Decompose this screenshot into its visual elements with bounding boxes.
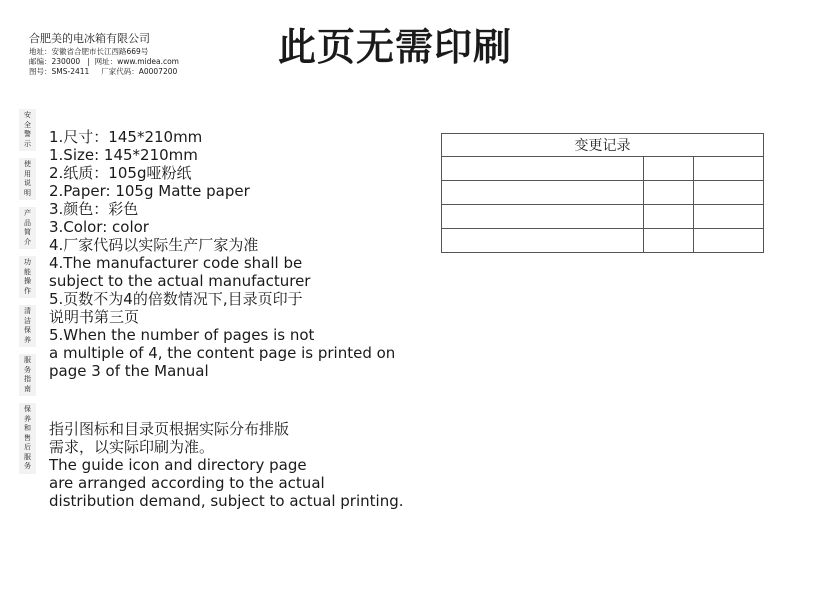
table-cell xyxy=(442,181,644,205)
note-line: 1.Size: 145*210mm xyxy=(49,146,198,164)
divider: | xyxy=(82,57,93,66)
note-line: 2.Paper: 105g Matte paper xyxy=(49,182,250,200)
section-tab-bar xyxy=(19,109,36,474)
note-line: a multiple of 4, the content page is printed on xyxy=(49,344,396,362)
table-cell xyxy=(644,181,694,205)
company-contact-row xyxy=(29,57,179,67)
note-line: 1.尺寸：145*210mm xyxy=(49,128,203,146)
print-spec-notes xyxy=(49,128,424,510)
note-line: 3.颜色：彩色 xyxy=(49,200,139,218)
note-line: are arranged according to the actual xyxy=(49,474,325,492)
spec-lines xyxy=(49,128,424,380)
company-website: 网址：www.midea.com xyxy=(94,57,179,66)
table-cell xyxy=(644,157,694,181)
section-tab[interactable]: 服 务 指 南 xyxy=(19,354,36,396)
company-address: 地址：安徽省合肥市长江西路669号 xyxy=(29,47,149,56)
section-tab[interactable]: 产 品 简 介 xyxy=(19,207,36,249)
guide-lines xyxy=(49,420,424,510)
note-line: 5.When the number of pages is not xyxy=(49,326,315,344)
table-cell xyxy=(694,181,764,205)
spacer xyxy=(92,67,99,76)
table-row xyxy=(442,229,764,253)
company-name: 合肥美的电冰箱有限公司 xyxy=(29,32,150,45)
change-record-title: 变更记录 xyxy=(442,134,764,157)
section-tab[interactable]: 功 能 操 作 xyxy=(19,256,36,298)
note-line: 需求，以实际印刷为准。 xyxy=(49,438,215,456)
table-row xyxy=(442,181,764,205)
factory-code: 厂家代码：A0007200 xyxy=(101,67,178,76)
change-record-table xyxy=(441,133,764,253)
table-cell xyxy=(442,157,644,181)
table-cell xyxy=(644,205,694,229)
table-row xyxy=(442,157,764,181)
section-tab[interactable]: 安 全 警 示 xyxy=(19,109,36,151)
spacer xyxy=(49,380,424,420)
note-line: 2.纸质：105g哑粉纸 xyxy=(49,164,192,182)
drawing-number: 图号：SMS-2411 xyxy=(29,67,90,76)
table-cell xyxy=(694,205,764,229)
company-codes-row xyxy=(29,67,179,77)
note-line: page 3 of the Manual xyxy=(49,362,209,380)
note-line: 3.Color: color xyxy=(49,218,149,236)
table-row xyxy=(442,205,764,229)
section-tab[interactable]: 保 养 和 售 后 服 务 xyxy=(19,403,36,474)
note-line: 5.页数不为4的倍数情况下,目录页印于 xyxy=(49,290,303,308)
note-line: distribution demand, subject to actual printing. xyxy=(49,492,404,510)
section-tab[interactable]: 清 洁 保 养 xyxy=(19,305,36,347)
note-line: 4.The manufacturer code shall be xyxy=(49,254,303,272)
table-cell xyxy=(694,157,764,181)
note-line: The guide icon and directory page xyxy=(49,456,307,474)
table-cell xyxy=(442,205,644,229)
section-tab[interactable]: 使 用 说 明 xyxy=(19,158,36,200)
note-line: subject to the actual manufacturer xyxy=(49,272,311,290)
company-info xyxy=(29,32,179,77)
page-title: 此页无需印刷 xyxy=(278,25,513,69)
table-cell xyxy=(442,229,644,253)
company-postcode: 邮编：230000 xyxy=(29,57,81,66)
table-cell xyxy=(644,229,694,253)
table-cell xyxy=(694,229,764,253)
note-line: 说明书第三页 xyxy=(49,308,140,326)
note-line: 指引图标和目录页根据实际分布排版 xyxy=(49,420,290,438)
note-line: 4.厂家代码以实际生产厂家为准 xyxy=(49,236,259,254)
